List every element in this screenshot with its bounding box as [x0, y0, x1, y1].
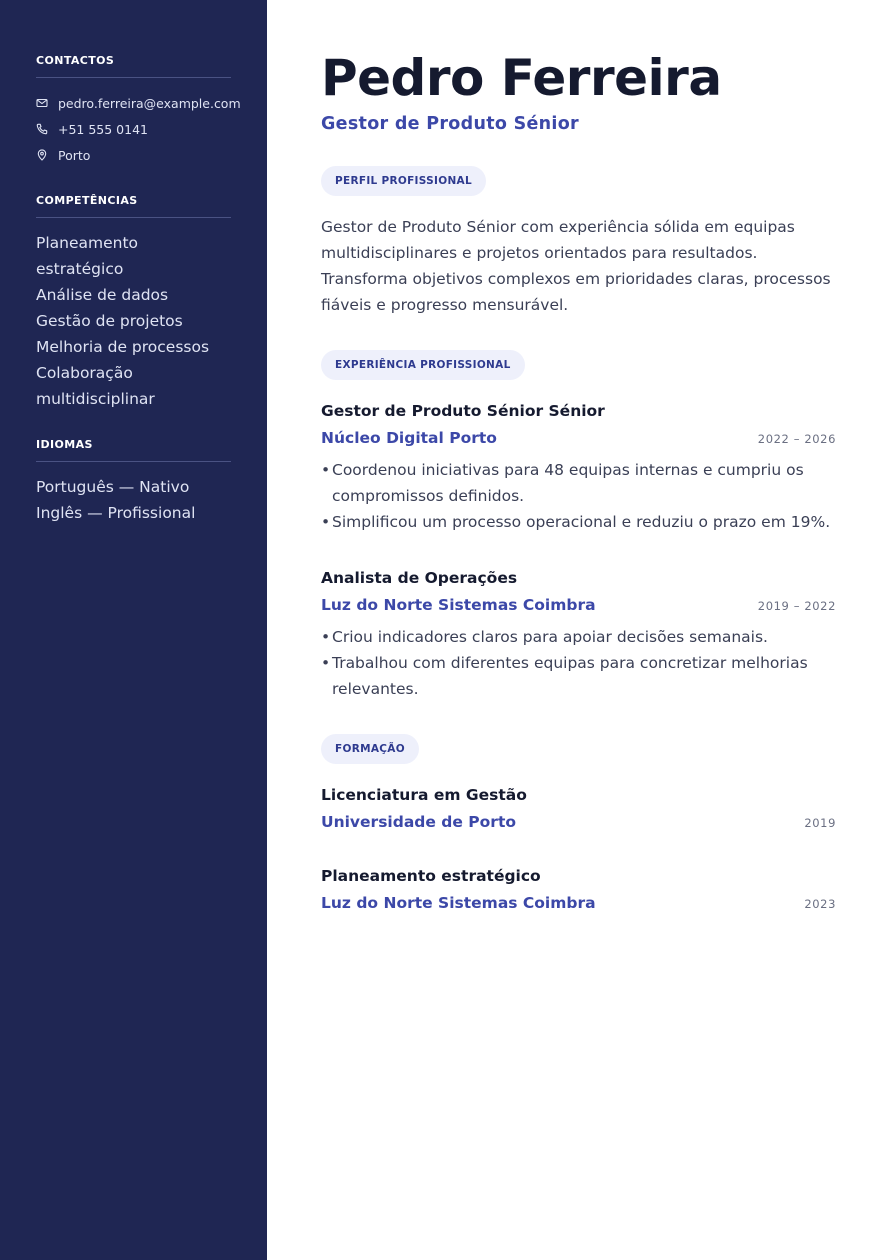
mail-icon — [36, 97, 48, 109]
job-title: Gestor de Produto Sénior Sénior — [321, 402, 605, 420]
degree-title: Licenciatura em Gestão — [321, 786, 527, 804]
education-section — [321, 734, 836, 916]
languages-list — [36, 474, 231, 526]
phone-icon — [36, 123, 48, 135]
phone-text: +51 555 0141 — [58, 121, 148, 137]
contact-email[interactable] — [36, 90, 241, 116]
job-bullets — [321, 457, 836, 535]
bullet-item: • Criou indicadores claros para apoiar decisões semanais. — [321, 624, 836, 650]
profile-text: Gestor de Produto Sénior com experiência sólida em equipas multidisciplinares e projetos orientados para resultados. Transforma objetivos complexos em prioridades claras, processos fiáveis e progresso mensurável. — [321, 218, 831, 314]
job-meta — [321, 592, 836, 618]
person-name: Pedro Ferreira — [321, 49, 722, 107]
contacts-section — [36, 54, 241, 168]
skill-item: Gestão de projetos — [36, 312, 183, 330]
job-dates: 2019 – 2022 — [757, 599, 836, 613]
job-title: Analista de Operações — [321, 569, 518, 587]
job-org: Núcleo Digital Porto — [321, 429, 497, 447]
job-entry — [321, 398, 836, 535]
education-heading: FORMAÇÃO — [321, 734, 419, 764]
profile-heading: PERFIL PROFISSIONAL — [321, 166, 486, 196]
person-role: Gestor de Produto Sénior — [321, 114, 579, 134]
education-meta — [321, 809, 836, 835]
bullet-item: • Coordenou iniciativas para 48 equipas internas e cumpriu os compromissos definidos. — [321, 457, 836, 509]
job-dates: 2022 – 2026 — [757, 432, 836, 446]
job-meta — [321, 425, 836, 451]
skills-heading: COMPETÊNCIAS — [36, 194, 231, 218]
email-text: pedro.ferreira@example.com — [58, 95, 241, 111]
education-entry — [321, 782, 836, 835]
resume-header — [321, 48, 836, 134]
sidebar — [0, 0, 267, 1260]
contact-phone[interactable] — [36, 116, 231, 142]
main-content — [267, 0, 890, 1260]
job-bullets — [321, 624, 836, 702]
profile-section — [321, 166, 836, 318]
education-meta — [321, 890, 836, 916]
experience-heading: EXPERIÊNCIA PROFISSIONAL — [321, 350, 525, 380]
language-item: Inglês — Profissional — [36, 504, 196, 522]
education-year: 2023 — [804, 897, 836, 911]
map-pin-icon — [36, 149, 48, 161]
bullet-item: • Simplificou um processo operacional e reduziu o prazo em 19%. — [321, 509, 836, 535]
bullet-item: • Trabalhou com diferentes equipas para concretizar melhorias relevantes. — [321, 650, 836, 702]
institution: Universidade de Porto — [321, 813, 517, 831]
skill-item: Planeamento estratégico — [36, 234, 139, 278]
skill-item: Colaboração multidisciplinar — [36, 364, 155, 408]
education-entry — [321, 863, 836, 916]
institution: Luz do Norte Sistemas Coimbra — [321, 894, 596, 912]
job-org: Luz do Norte Sistemas Coimbra — [321, 596, 596, 614]
language-item: Português — Nativo — [36, 478, 190, 496]
degree-title: Planeamento estratégico — [321, 867, 541, 885]
skills-list — [36, 230, 226, 412]
skills-section — [36, 194, 231, 412]
experience-section — [321, 350, 836, 702]
education-year: 2019 — [804, 816, 836, 830]
languages-heading: IDIOMAS — [36, 438, 231, 462]
skill-item: Análise de dados — [36, 286, 169, 304]
location-text: Porto — [58, 147, 91, 163]
contact-location — [36, 142, 231, 168]
contacts-heading: CONTACTOS — [36, 54, 231, 78]
languages-section — [36, 438, 231, 526]
skill-item: Melhoria de processos — [36, 338, 210, 356]
job-entry — [321, 565, 836, 702]
